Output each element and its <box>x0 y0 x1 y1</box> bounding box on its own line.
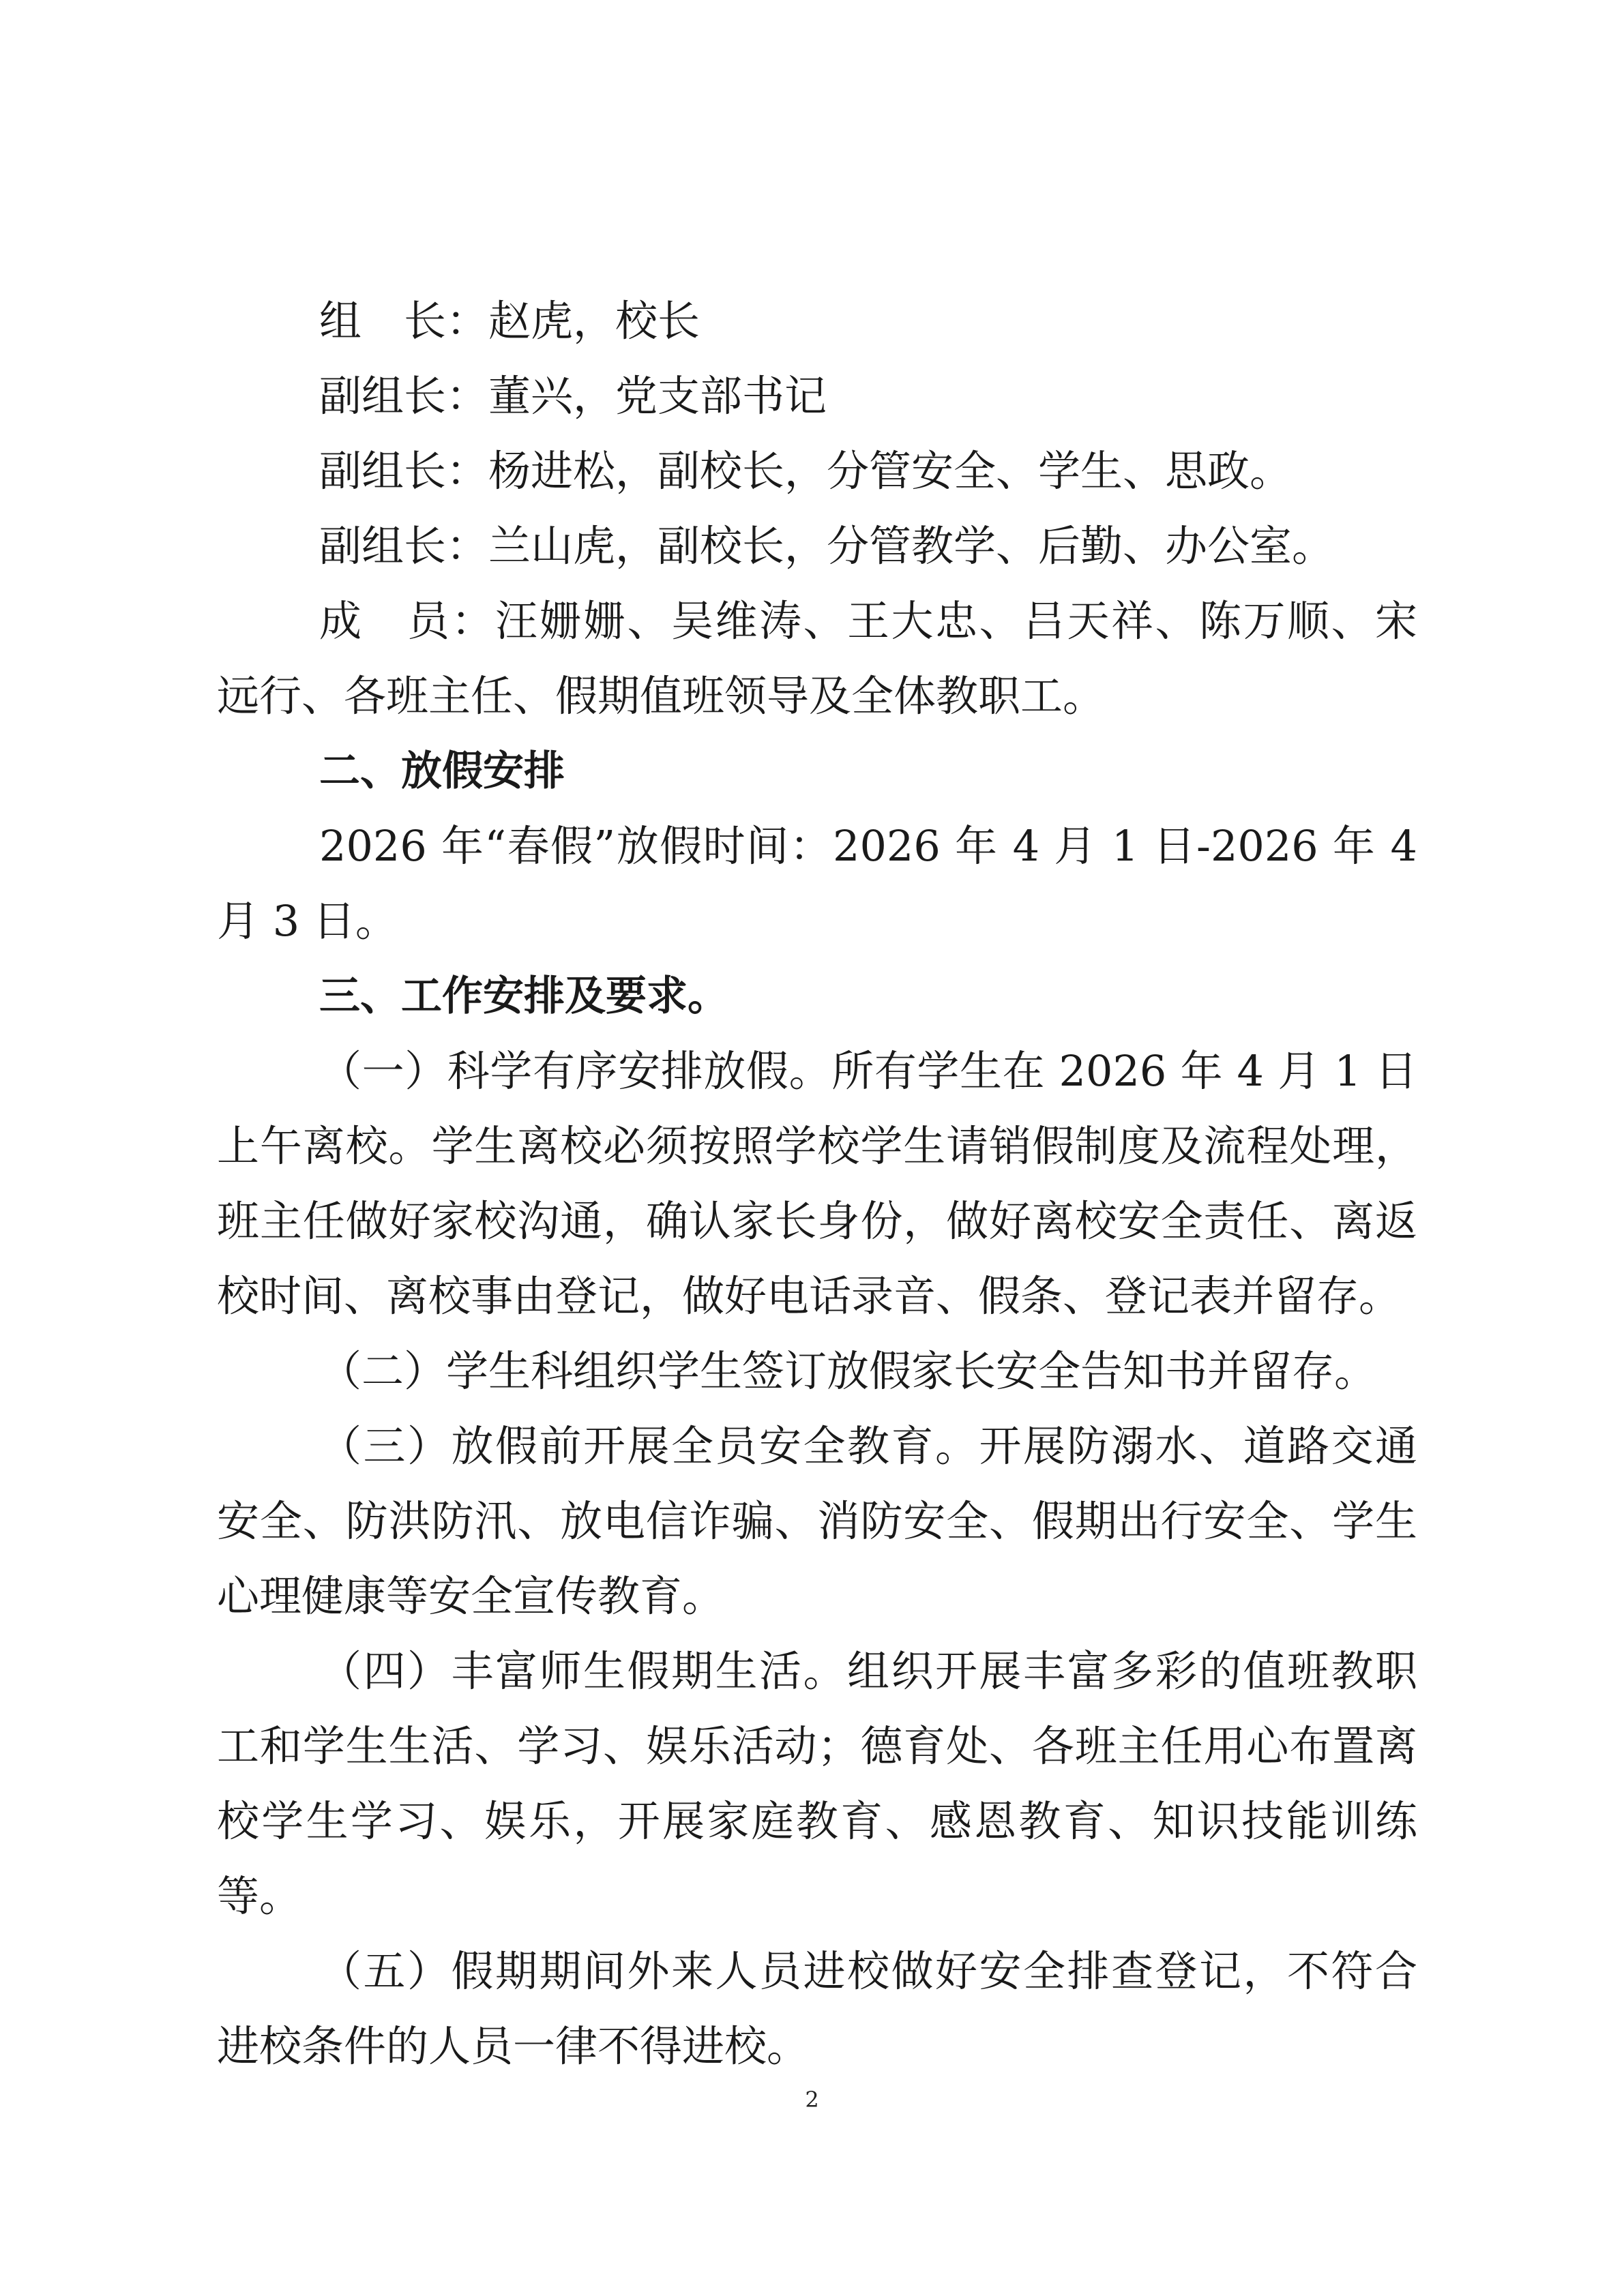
section-heading-work: 三、工作安排及要求。 <box>319 972 728 1020</box>
deputy-leader-line-1: 副组长：董兴，党支部书记 <box>319 371 827 421</box>
deputy-leader-line-3: 副组长：兰山虎，副校长，分管教学、后勤、办公室。 <box>319 521 1335 571</box>
section-heading-vacation: 二、放假安排 <box>319 747 565 795</box>
leader-line: 组 长：赵虎，校长 <box>319 296 700 346</box>
work-item-3: （三）放假前开展全员安全教育。开展防溺水、道路交通安全、防洪防汛、放电信诈骗、消防安全、假期出行安全、学生心理健康等安全宣传教育。 <box>217 1421 1417 1621</box>
document-body <box>217 284 1417 2084</box>
work-item-2: （二）学生科组织学生签订放假家长安全告知书并留存。 <box>319 1346 1377 1396</box>
vacation-dates-paragraph: 2026 年“春假”放假时间：2026 年 4 月 1 日-2026 年 4 月 3 日。 <box>217 821 1417 946</box>
work-item-1: （一）科学有序安排放假。所有学生在 2026 年 4 月 1 日上午离校。学生离校必须按照学校学生请销假制度及流程处理，班主任做好家校沟通，确认家长身份，做好离校安全责任、离返校时间、离校事由登记，做好电话录音、假条、登记表并留存。 <box>217 1046 1417 1321</box>
deputy-leader-line-2: 副组长：杨进松，副校长，分管安全、学生、思政。 <box>319 446 1293 496</box>
work-item-5: （五）假期期间外来人员进校做好安全排查登记，不符合进校条件的人员一律不得进校。 <box>217 1946 1417 2071</box>
work-item-4: （四）丰富师生假期生活。组织开展丰富多彩的值班教职工和学生生活、学习、娱乐活动；德育处、各班主任用心布置离校学生学习、娱乐，开展家庭教育、感恩教育、知识技能训练等。 <box>217 1646 1417 1921</box>
members-paragraph: 成 员：汪姗姗、吴维涛、王大忠、吕天祥、陈万顺、宋远行、各班主任、假期值班领导及全体教职工。 <box>217 596 1417 721</box>
page-number: 2 <box>805 2087 819 2113</box>
